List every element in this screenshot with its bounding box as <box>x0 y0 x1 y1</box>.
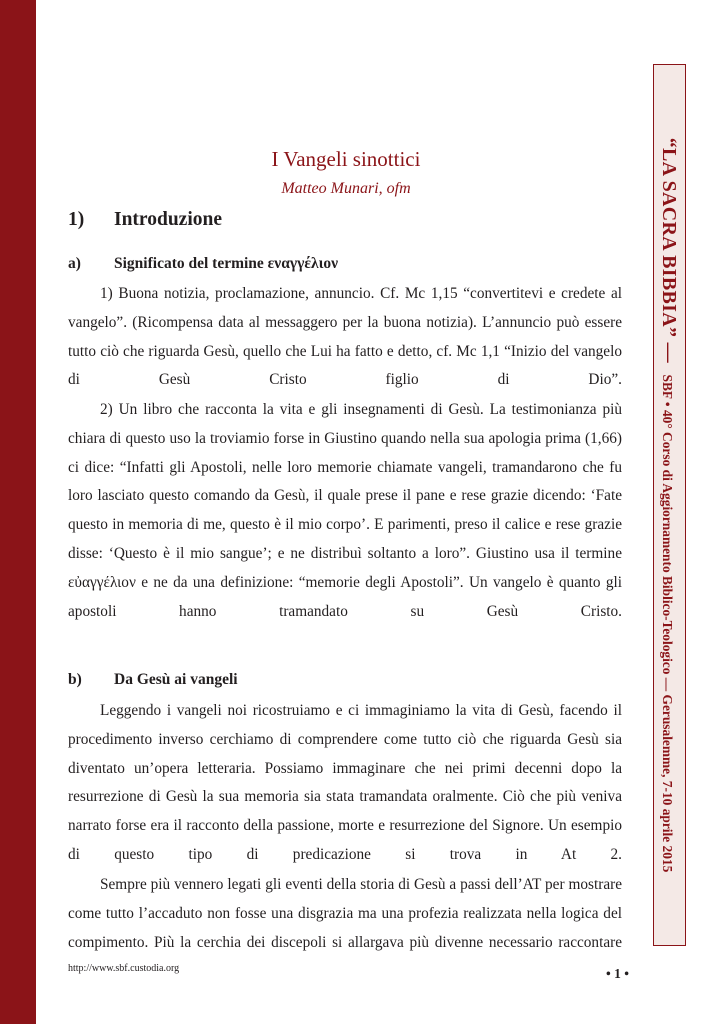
left-margin-bar <box>0 0 36 1024</box>
subsection-b-heading <box>68 671 238 689</box>
subsection-a-title: Significato del termine εναγγέλιον <box>114 255 339 272</box>
subsection-b-letter: b) <box>68 671 82 688</box>
author-line: Matteo Munari, ofm <box>281 180 411 197</box>
section-heading <box>68 209 222 231</box>
subsection-b-body <box>68 697 622 870</box>
paragraph: 1) Buona notizia, proclamazione, annuncio. Cf. Mc 1,15 “convertitevi e credete al vangelo”. (Ricompensa data al messaggero per la buona notizia). L’annuncio può essere tutto ciò che riguarda Gesù, quello che Lui ha fatto e detto, cf. Mc 1,1 “Inizio del vangelo di Gesù Cristo figlio di Dio”. <box>68 285 622 389</box>
page-title: I Vangeli sinottici <box>271 147 421 171</box>
subsection-b-body-2 <box>68 871 622 957</box>
subsection-a-letter: a) <box>68 255 81 272</box>
side-banner-subtitle: SBF • 40° Corso di Aggiornamento Biblico-Teologico — Gerusalemme, 7-10 aprile 2015 <box>660 374 675 873</box>
paragraph: 2) Un libro che racconta la vita e gli insegnamenti di Gesù. La testimonianza più chiara di questo uso la troviamio forse in Giustino quando nella sua apologia prima (1,66) ci dice: “Infatti gli Apostoli, nelle loro memorie chiamate vangeli, tramandarono che fu loro lasciato questo comando da Gesù, il quale prese il pane e rese grazie dicendo: ‘Fate questo in memoria di me, questo è il mio corpo’. E parimenti, preso il calice e rese grazie disse: ‘Questo è il mio sangue’; e ne distribuì soltanto a loro”. Giustino usa il termine εὐαγγέλιον e ne da una definizione: “memorie degli Apostoli”. Un vangelo è quanto gli apostoli hanno tramandato su Gesù Cristo. <box>68 401 622 620</box>
subsection-a-body-2 <box>68 396 622 626</box>
paragraph: Leggendo i vangeli noi ricostruiamo e ci immaginiamo la vita di Gesù, facendo il procedimento inverso cerchiamo di comprendere come tutto ciò che riguarda Gesù sia diventato un’opera letteraria. Possiamo immaginare che nei primi decenni dopo la resurrezione di Gesù la sua memoria sia stata tramandata oralmente. Ciò che più veniva narrato forse era il racconto della passione, morte e resurrezione del Signore. Un esempio di questo tipo di predicazione si trova in At 2. <box>68 702 622 863</box>
page-number: • 1 • <box>606 966 629 981</box>
section-number: 1) <box>68 209 85 230</box>
section-title: Introduzione <box>114 209 222 230</box>
footer-url: http://www.sbf.custodia.org <box>68 963 180 974</box>
subsection-b-title: Da Gesù ai vangeli <box>114 671 238 688</box>
paragraph: Sempre più vennero legati gli eventi della storia di Gesù a passi dell’AT per mostrare come tutto l’accaduto non fosse una disgrazia ma una profezia realizzata nella logica del compimento. Più la cerchia dei discepoli si allargava più divenne necessario raccontare <box>68 876 622 951</box>
side-banner-title: “LA SACRA BIBBIA” — <box>658 137 680 363</box>
subsection-a-body <box>68 280 622 395</box>
side-banner-text <box>657 70 681 940</box>
subsection-a-heading <box>68 255 338 273</box>
